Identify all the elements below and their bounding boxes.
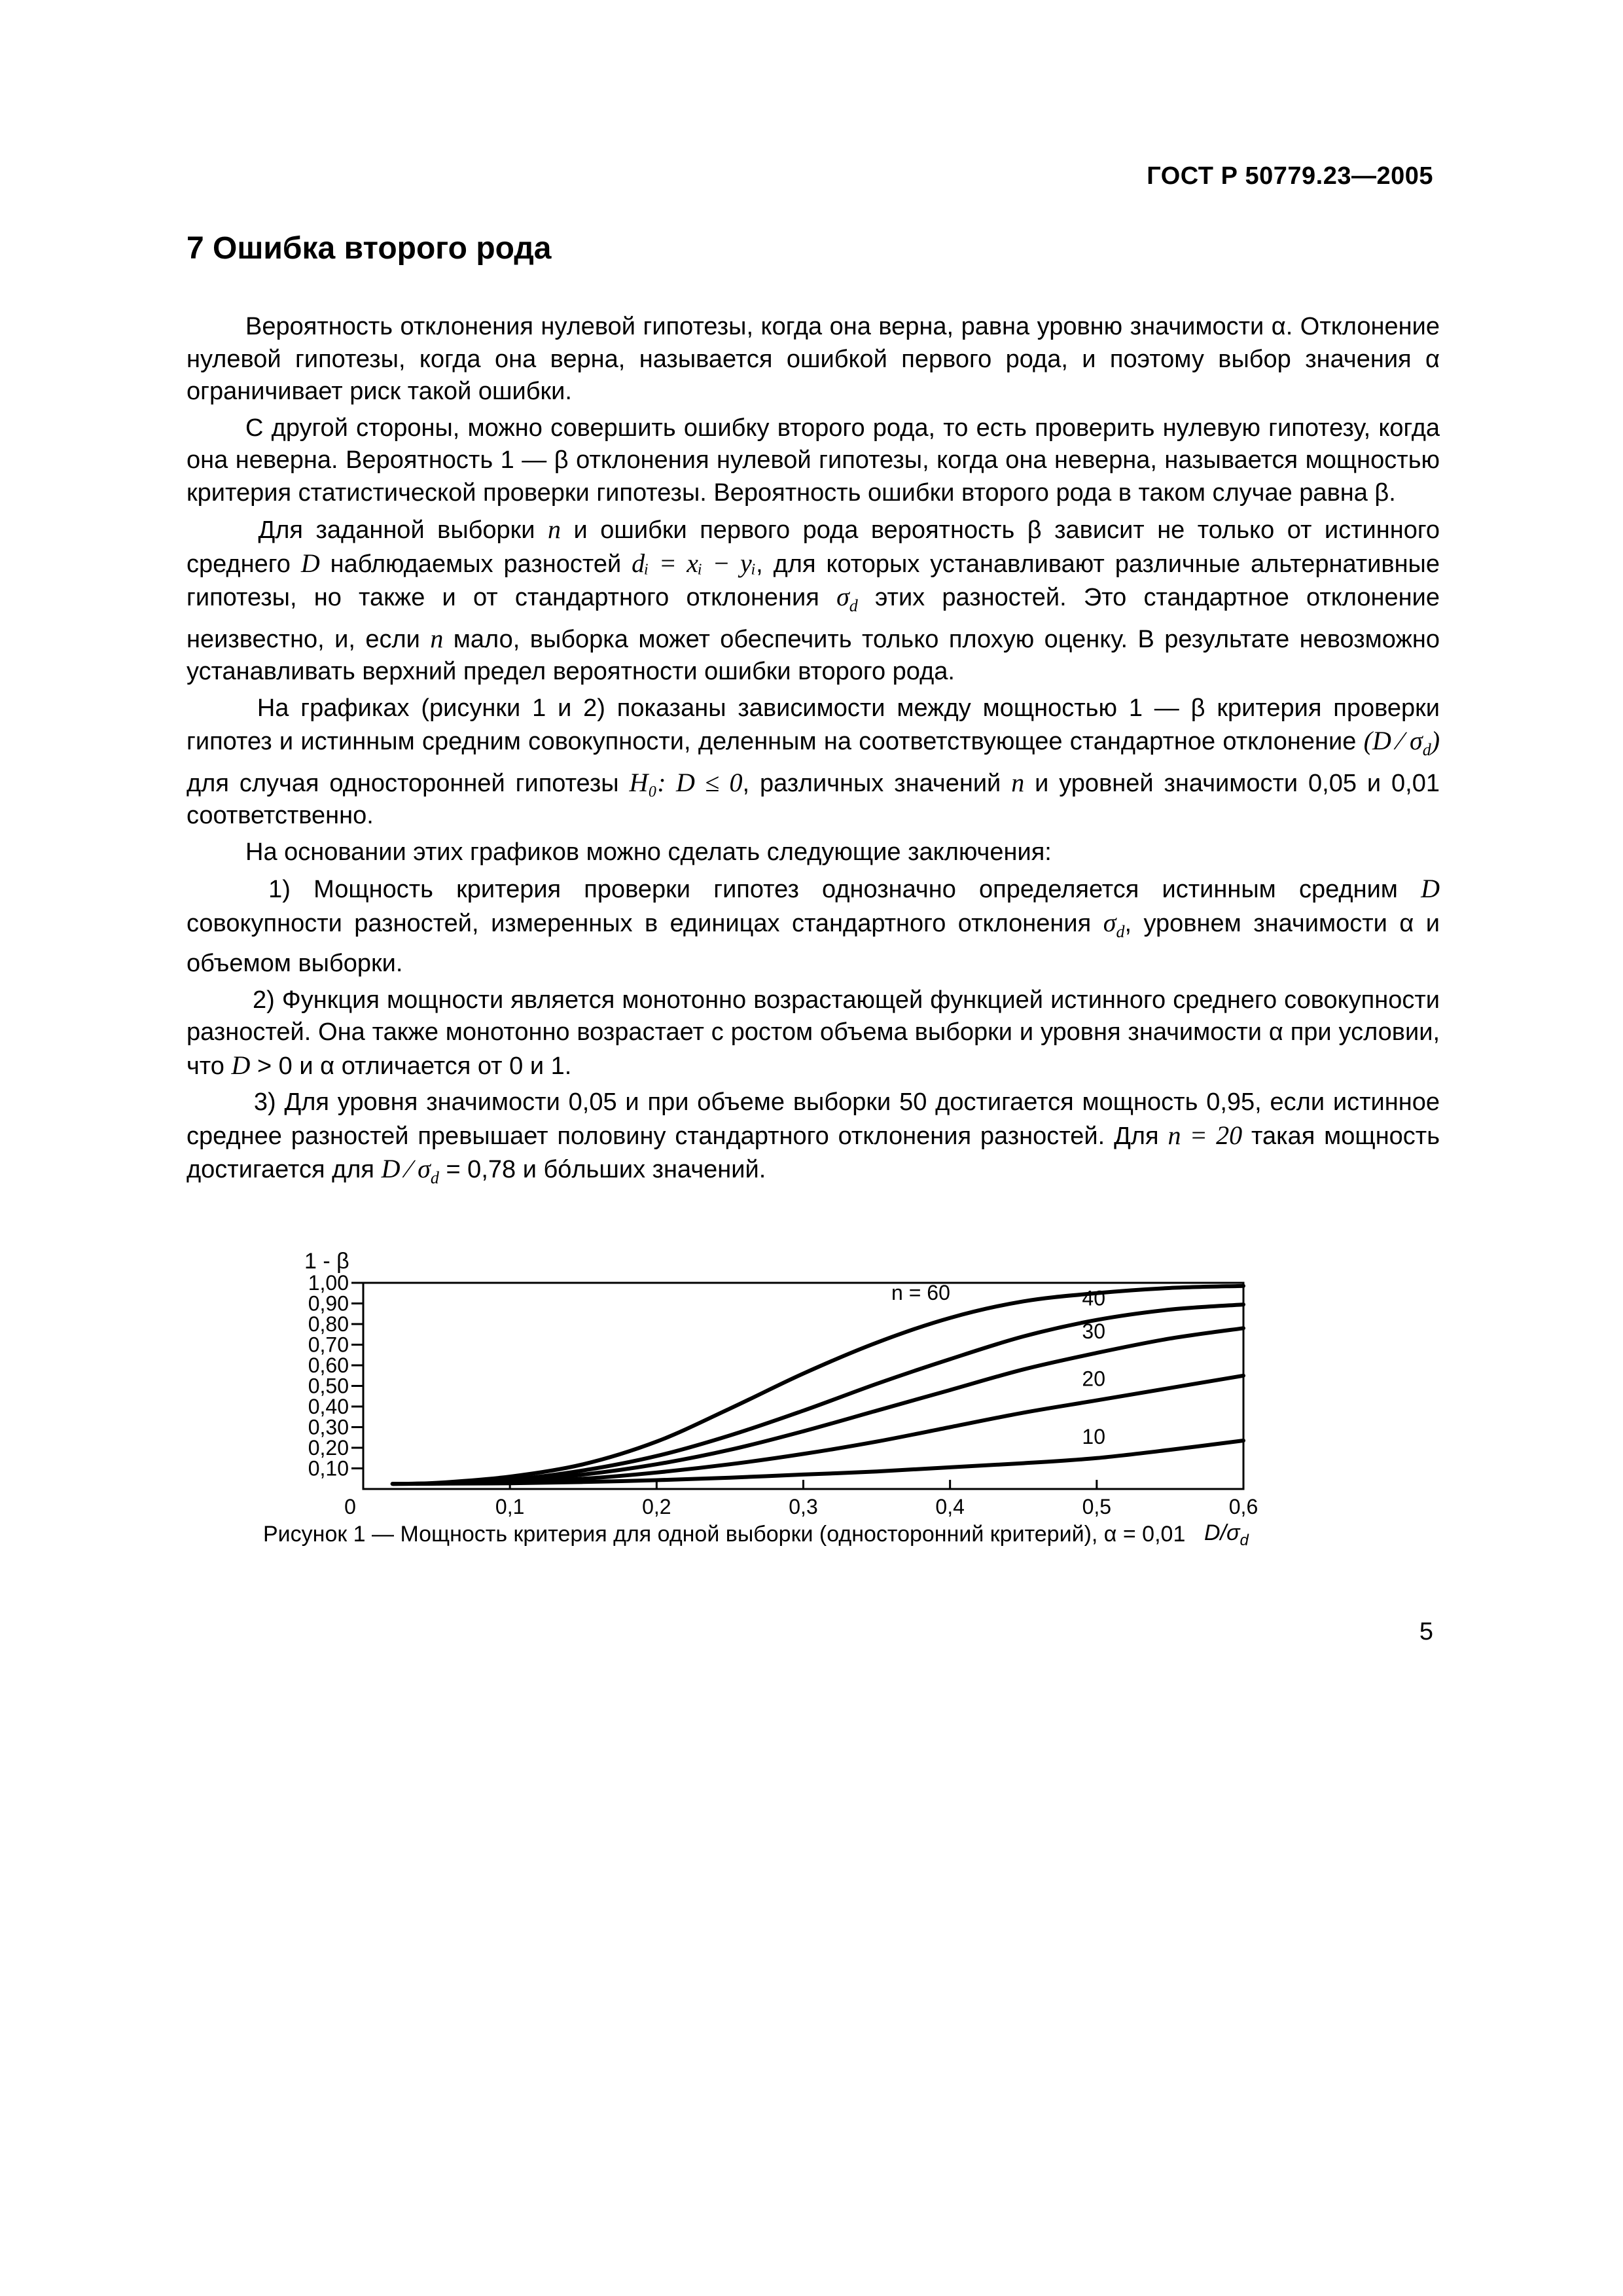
y-tick-label: 0,20 <box>308 1436 349 1460</box>
page-number: 5 <box>1419 1618 1433 1645</box>
paragraph-2: С другой стороны, можно совершить ошибку второго рода, то есть проверить нулевую гипотезу, когда она неверна. Вероятность 1 — β отклонения нулевой гипотезы, когда она неверна, называется мощностью критерия статистической проверки гипотезы. Вероятность ошибки второго рода в таком случае равна β. <box>187 414 1440 507</box>
p6c: , уровнем значимости α и объемом выборки. <box>187 909 1440 977</box>
p8c: = 0,78 и бóльших значений. <box>446 1156 766 1183</box>
y-tick-label: 0,40 <box>308 1395 349 1418</box>
symbol-D: D <box>300 548 320 578</box>
p7b: > 0 и α отличается от 0 и 1. <box>257 1052 572 1080</box>
y-tick-label: 0,60 <box>308 1354 349 1377</box>
x-tick-label: 0,5 <box>1082 1495 1112 1518</box>
y-tick-label: 1,00 <box>308 1271 349 1295</box>
symbol-n-3: n <box>1011 767 1025 797</box>
series-label-2: 30 <box>1082 1319 1106 1344</box>
series-line-3 <box>393 1376 1243 1484</box>
series-label-1: 40 <box>1082 1286 1106 1310</box>
figure-caption: Рисунок 1 — Мощность критерия для одной выборки (односторонний критерий), α = 0,01 <box>263 1522 1186 1547</box>
p7a: 2) Функция мощности является монотонно возрастающей функцией истинного среднего совокупности разностей. Она также монотонно возрастает с ростом объема выборки и уровня значимости α при условии, что <box>187 986 1440 1080</box>
series-label-3: 20 <box>1082 1367 1106 1391</box>
x-tick-label: 0,2 <box>642 1495 671 1518</box>
p3b: и ошибки первого рода вероятность β зависит не только от истинного среднего <box>187 516 1440 578</box>
symbol-sigma-d-2: $\sigma_d$ <box>1103 907 1125 941</box>
symbol-ratio: (D ∕ $\sigma_d$) <box>1363 726 1440 759</box>
symbol-n: n <box>548 514 562 544</box>
y-axis-label: 1 - β <box>304 1249 349 1274</box>
p3e: этих разностей. Это стандартное отклонение неизвестно, и, если <box>187 584 1440 653</box>
paragraph-4 <box>187 692 1440 833</box>
paragraph-3 <box>187 513 1440 689</box>
p4b: для случая односторонней гипотезы <box>187 769 619 797</box>
series-label-0: n = 60 <box>891 1280 950 1304</box>
x-tick-label: 0,1 <box>495 1495 525 1518</box>
document-header: ГОСТ Р 50779.23—2005 <box>1147 162 1433 190</box>
x-tick-label: 0,4 <box>935 1495 965 1518</box>
symbol-D-2: D <box>1421 874 1440 903</box>
p4a: На графиках (рисунки 1 и 2) показаны зависимости между мощностью 1 — β критерия проверки гипотез и истинным средним совокупности, деленным на соответствующее стандартное отклонение <box>187 694 1440 755</box>
p3a: Для заданной выборки <box>258 516 535 544</box>
paragraph-7 <box>187 984 1440 1083</box>
symbol-h0: H₀: D ≤ 0 <box>629 767 743 797</box>
y-tick-label: 0,50 <box>308 1374 349 1398</box>
p3c: наблюдаемых разностей <box>330 550 622 578</box>
body-text <box>187 311 1440 1198</box>
symbol-D-3: D <box>231 1050 251 1080</box>
y-tick-label: 0,70 <box>308 1333 349 1357</box>
symbol-ratio-2: D ∕ $\sigma_d$ <box>381 1154 439 1187</box>
section-title: 7 Ошибка второго рода <box>187 231 552 266</box>
x-tick-label: 0,3 <box>789 1495 818 1518</box>
y-tick-label: 0,90 <box>308 1291 349 1316</box>
paragraph-8 <box>187 1086 1440 1194</box>
p8b: такая мощность достигается для <box>187 1122 1440 1183</box>
x-axis-label-sub: d <box>1240 1532 1249 1549</box>
p8a: 3) Для уровня значимости 0,05 и при объеме выборки 50 достигается мощность 0,95, если истинное среднее разностей превышает половину стандартного отклонения разностей. Для <box>187 1088 1440 1150</box>
p6a: 1) Мощность критерия проверки гипотез однозначно определяется истинным средним <box>268 876 1398 903</box>
symbol-di: dᵢ = xᵢ − yᵢ <box>632 548 757 578</box>
y-tick-label: 0,30 <box>308 1415 349 1439</box>
paragraph-1: Вероятность отклонения нулевой гипотезы, когда она верна, равна уровню значимости α. Отклонение нулевой гипотезы, когда она верна, называется ошибкой первого рода, и поэтому выбор значения α ограничивает риск такой ошибки. <box>187 313 1440 405</box>
p4c: , различных значений <box>742 769 1001 797</box>
p4d: и уровней значимости 0,05 и 0,01 соответственно. <box>187 769 1440 829</box>
p3d: , для которых устанавливают различные альтернативные гипотезы, но также и от стандартного отклонения <box>187 550 1440 611</box>
y-tick-label: 0,80 <box>308 1312 349 1336</box>
p3f: мало, выборка может обеспечить только плохую оценку. В результате невозможно устанавливать верхний предел вероятности ошибки второго рода. <box>187 625 1440 685</box>
symbol-sigma-d: $\sigma_d$ <box>836 582 858 615</box>
paragraph-6 <box>187 872 1440 980</box>
x-tick-label: 0,6 <box>1228 1495 1258 1518</box>
series-label-4: 10 <box>1082 1424 1106 1448</box>
origin-label: 0 <box>344 1495 356 1518</box>
symbol-n20: n = 20 <box>1168 1120 1243 1150</box>
paragraph-5: На основании этих графиков можно сделать следующие заключения: <box>245 838 1052 866</box>
symbol-n-2: n <box>430 623 444 653</box>
x-axis-label: $D/\sigma_d$ <box>1204 1520 1249 1549</box>
y-tick-label: 0,10 <box>308 1456 349 1480</box>
p6b: совокупности разностей, измеренных в единицах стандартного отклонения <box>187 909 1092 937</box>
